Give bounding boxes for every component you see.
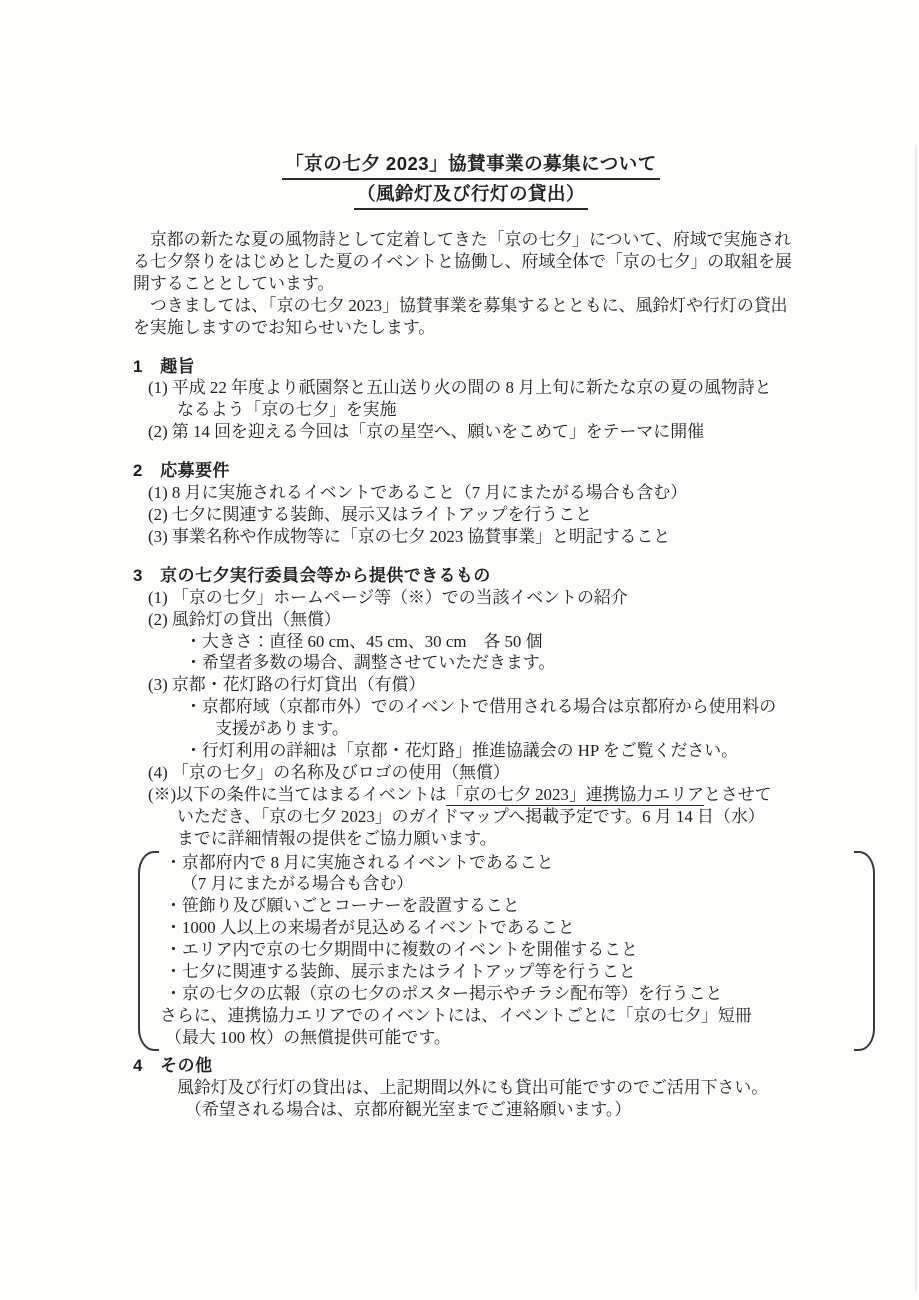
title-line-1: 「京の七夕 2023」協賛事業の募集について [282, 150, 659, 180]
note-text-pre: (※)以下の条件に当てはまるイベントは [148, 784, 447, 804]
list-item: (2) 風鈴灯の貸出（無償） [148, 609, 341, 629]
note-line: までに詳細情報の提供をご協力願います。 [177, 828, 497, 848]
body-line: 風鈴灯及び行灯の貸出は、上記期間以外にも貸出可能ですのでご活用下さい。 [177, 1077, 769, 1097]
list-item-continuation: なるよう「京の七夕」を実施 [177, 400, 397, 420]
section-1-body [133, 377, 809, 443]
bullet-item: ・大きさ：直径 60 cm、45 cm、30 cm 各 50 個 [185, 631, 543, 651]
cooperation-box-content [138, 852, 875, 1049]
list-item: (1) 平成 22 年度より祇園祭と五山送り火の間の 8 月上旬に新たな京の夏の風物詩と [148, 378, 772, 398]
note-text-post: とさせて [703, 784, 772, 804]
intro-line: を実施しますのでお知らせいたします。 [133, 317, 436, 337]
bullet-item-continuation: （7 月にまたがる場合も含む） [181, 874, 414, 894]
list-item: (3) 京都・花灯路の行灯貸出（有償） [148, 675, 426, 695]
list-item: (2) 第 14 回を迎える今回は「京の星空へ、願いをこめて」をテーマに開催 [148, 422, 704, 442]
section-3-body [133, 587, 809, 850]
bullet-item: ・1000 人以上の来場者が見込めるイベントであること [165, 918, 575, 938]
list-item: (3) 事業名称や作成物等に「京の七夕 2023 協賛事業」と明記すること [148, 526, 671, 546]
bullet-item: ・エリア内で京の七夕期間中に複数のイベントを開催すること [165, 940, 638, 960]
intro-line: 京都の新たな夏の風物詩として定着してきた「京の七夕」について、府域で実施され [133, 230, 792, 249]
section-2-heading: 2 応募要件 [133, 461, 230, 481]
section-4-heading: 4 その他 [133, 1055, 213, 1075]
list-item: (1) 「京の七夕」ホームページ等（※）での当該イベントの紹介 [148, 587, 628, 607]
bullet-item: ・希望者多数の場合、調整させていただきます。 [185, 653, 556, 673]
intro-line: る七夕祭りをはじめとした夏のイベントと協働し、府域全体で「京の七夕」の取組を展 [133, 251, 792, 271]
list-item: (2) 七夕に関連する装飾、展示又はライトアップを行うこと [148, 504, 592, 524]
scan-edge-artifact [915, 145, 917, 1292]
bullet-item: ・京都府域（京都市外）でのイベントで借用される場合は京都府から使用料の [185, 697, 777, 717]
list-item: (1) 8 月に実施されるイベントであること（7 月にまたがる場合も含む） [148, 483, 688, 503]
note-line: いただき、「京の七夕 2023」のガイドマップへ掲載予定です。6 月 14 日（水） [177, 806, 765, 826]
intro-paragraph [133, 229, 809, 339]
bullet-item: ・行灯利用の詳細は「京都・花灯路」推進協議会の HP をご覧ください。 [185, 741, 739, 761]
bullet-item: ・京都府内で 8 月に実施されるイベントであること [165, 852, 554, 872]
note-text-underlined: 「京の七夕 2023」連携協力エリア [446, 784, 704, 804]
bullet-item: ・京の七夕の広報（京の七夕のポスター掲示やチラシ配布等）を行うこと [165, 984, 723, 1003]
intro-line: つきましては、「京の七夕 2023」協賛事業を募集するとともに、風鈴灯や行灯の貸出 [133, 295, 788, 315]
bullet-item: ・笹飾り及び願いごとコーナーを設置すること [165, 896, 520, 916]
list-item: (4) 「京の七夕」の名称及びロゴの使用（無償） [148, 762, 510, 782]
bullet-item: ・七夕に関連する装飾、展示またはライトアップ等を行うこと [165, 962, 636, 982]
document-content [133, 150, 809, 1120]
section-1-heading: 1 趣旨 [133, 356, 196, 376]
box-extra-line: （最大 100 枚）の無償提供可能です。 [165, 1027, 451, 1047]
intro-line: 開することとしています。 [133, 273, 335, 293]
document-title [133, 150, 809, 210]
note-line [133, 784, 809, 806]
body-line: （希望される場合は、京都府観光室までご連絡願います。） [185, 1099, 632, 1119]
cooperation-area-conditions-box [138, 849, 875, 1053]
title-line-2: （風鈴灯及び行灯の貸出） [354, 180, 588, 210]
section-3-heading: 3 京の七夕実行委員会等から提供できるもの [133, 565, 491, 585]
bullet-item-continuation: 支援があります。 [215, 719, 349, 739]
box-extra-line: さらに、連携協力エリアでのイベントには、イベントごとに「京の七夕」短冊 [160, 1005, 752, 1025]
section-2-body [133, 482, 809, 548]
section-4-body [133, 1077, 809, 1121]
